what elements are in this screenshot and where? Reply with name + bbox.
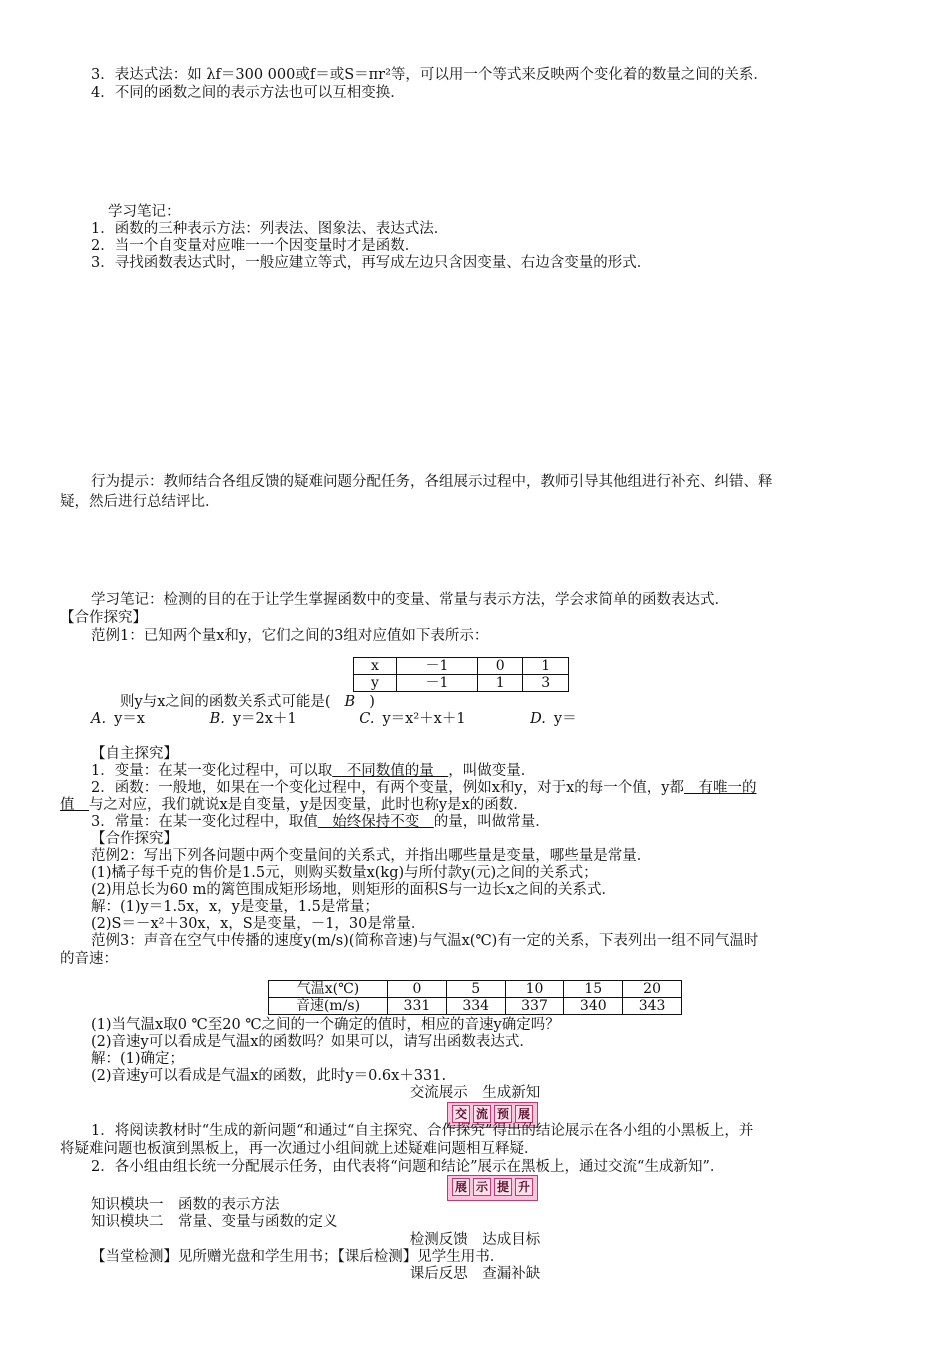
text-line: 范例3：声音在空气中传播的速度y(m/s)(简称音速)与气温x(℃)有一定的关系，下表列出一组不同气温时 [91, 933, 759, 949]
option-letter: B. [209, 711, 225, 727]
text: ，叫做变量． [448, 763, 536, 779]
text-line: (2)音速y可以看成是气温x的函数，此时y＝0.6x＋331. [91, 1068, 447, 1084]
badge-char: 示 [473, 1178, 491, 1196]
option-letter: C. [359, 711, 375, 727]
text-line: (2)用总长为60 m的篱笆围成矩形场地，则矩形的面积S与一边长x之间的关系式． [91, 882, 616, 898]
table-cell: 1 [477, 675, 522, 692]
option-letter: A. [91, 711, 107, 727]
text-line: 2．各小组由组长统一分配展示任务，由代表将“问题和结论”展示在黑板上，通过交流“生成新知”． [91, 1159, 725, 1175]
text-line: (2)音速y可以看成是气温x的函数吗？如果可以，请写出函数表达式． [91, 1034, 534, 1050]
table-cell: 343 [623, 998, 682, 1015]
text-line: 1．函数的三种表示方法：列表法、图象法、表达式法． [91, 221, 449, 237]
fill-blank: 值 [60, 797, 89, 813]
text: 的量，叫做常量． [433, 814, 550, 830]
text: 3．常量：在某一变化过程中，取值 [91, 814, 318, 830]
badge-char: 流 [473, 1105, 491, 1123]
table-cell: 0 [388, 981, 447, 998]
text-line: 行为提示：教师结合各组反馈的疑难问题分配任务，各组展示过程中，教师引导其他组进行补充、纠错、释 [91, 474, 773, 490]
table-cell: 10 [505, 981, 564, 998]
text-line: 3．表达式法：如 λf＝300 000或f＝或S＝πr²等，可以用一个等式来反映两个变化着的数量之间的关系． [91, 67, 768, 83]
text-line: 解：(1)y＝1.5x，x，y是变量，1.5是常量； [91, 899, 379, 915]
text: 2．函数：一般地，如果在一个变化过程中，有两个变量，例如x和y，对于x的每一个值，y都 [91, 780, 684, 796]
table-cell: 20 [623, 981, 682, 998]
table-cell: 3 [523, 675, 569, 692]
option-text: y＝x²＋x＋1 [382, 711, 466, 727]
question-close: ) [369, 694, 375, 710]
section-heading: 【自主探究】 [91, 746, 178, 762]
option-text: y＝ [553, 711, 577, 727]
table-cell: 气温x(℃) [269, 981, 388, 998]
text-line [91, 762, 535, 780]
table-cell: 0 [477, 658, 522, 675]
table-cell: －1 [396, 658, 477, 675]
text-line: 范例2：写出下列各问题中两个变量间的关系式，并指出哪些量是变量，哪些量是常量． [91, 848, 652, 864]
section-badge [447, 1175, 538, 1201]
xy-table [353, 657, 569, 692]
text-line: (1)当气温x取0 ℃至20 ℃之间的一个确定的值时，相应的音速y确定吗？ [91, 1017, 560, 1033]
sound-speed-table [268, 980, 682, 1015]
table-cell: x [354, 658, 397, 675]
option-text: y＝2x＋1 [232, 711, 297, 727]
table-cell: －1 [396, 675, 477, 692]
table-cell: 331 [388, 998, 447, 1015]
answer: B [344, 694, 356, 710]
table-cell: 15 [564, 981, 623, 998]
fill-blank: 有唯一的 [683, 780, 757, 796]
text-line [91, 813, 550, 831]
badge-char: 交 [452, 1105, 470, 1123]
text-line [60, 796, 528, 814]
text: 1．变量：在某一变化过程中，可以取 [91, 763, 333, 779]
fill-blank: 始终保持不变 [317, 814, 434, 830]
section-heading: 【合作探究】 [60, 610, 147, 626]
text-line: 解：(1)确定； [91, 1051, 185, 1067]
text-line: 的音速： [60, 951, 118, 967]
option-text: y＝x [114, 711, 145, 727]
section-title: 检测反馈 达成目标 [409, 1232, 541, 1248]
text-line: 范例1：已知两个量x和y，它们之间的3组对应值如下表所示： [91, 628, 489, 644]
badge-char: 展 [515, 1105, 533, 1123]
text-line: 学习笔记：检测的目的在于让学生掌握函数中的变量、常量与表示方法，学会求简单的函数表达式． [91, 592, 729, 608]
section-heading: 【合作探究】 [91, 831, 178, 847]
text-line: 将疑难问题也板演到黑板上，再一次通过小组间就上述疑难问题相互释疑． [60, 1141, 539, 1157]
table-cell: 1 [523, 658, 569, 675]
text-line: 疑，然后进行总结评比． [60, 494, 220, 510]
question-line [120, 693, 375, 711]
section-title: 课后反思 查漏补缺 [409, 1266, 541, 1282]
text-line [91, 779, 756, 797]
table-cell: y [354, 675, 397, 692]
table-cell: 337 [505, 998, 564, 1015]
option-letter: D. [530, 711, 546, 727]
text-line: 3．寻找函数表达式时，一般应建立等式，再写成左边只含因变量、右边含变量的形式． [91, 255, 652, 271]
text-line: 知识模块二 常量、变量与函数的定义 [91, 1214, 338, 1230]
table-cell: 音速(m/s) [269, 998, 388, 1015]
options-line [91, 710, 577, 728]
text-line: 2．当一个自变量对应唯一一个因变量时才是函数． [91, 238, 420, 254]
table-cell: 340 [564, 998, 623, 1015]
text-line: 1．将阅读教材时“生成的新问题“和通过“自主探究、合作探究”得出的结论展示在各小组的小黑板上，并 [91, 1123, 754, 1139]
table-cell: 334 [446, 998, 505, 1015]
badge-char: 预 [494, 1105, 512, 1123]
table-cell: 5 [446, 981, 505, 998]
section-title: 交流展示 生成新知 [409, 1085, 541, 1101]
badge-char: 提 [494, 1178, 512, 1196]
badge-char: 展 [452, 1178, 470, 1196]
badge-char: 升 [515, 1178, 533, 1196]
text-line: 【当堂检测】见所赠光盘和学生用书；【课后检测】见学生用书． [91, 1249, 505, 1265]
text-line: (1)橘子每千克的售价是1.5元，则购买数量x(kg)与所付款y(元)之间的关系式； [91, 865, 598, 881]
text-line: 知识模块一 函数的表示方法 [91, 1197, 280, 1213]
text-line: (2)S＝－x²＋30x，x，S是变量，－1，30是常量． [91, 916, 426, 932]
question-text: 则y与x之间的函数关系式可能是( [120, 694, 331, 710]
notes-title: 学习笔记： [108, 204, 181, 220]
fill-blank: 不同数值的量 [332, 763, 449, 779]
text: 与之对应，我们就说x是自变量，y是因变量，此时也称y是x的函数． [89, 797, 528, 813]
text-line: 4．不同的函数之间的表示方法也可以互相变换． [91, 85, 405, 101]
